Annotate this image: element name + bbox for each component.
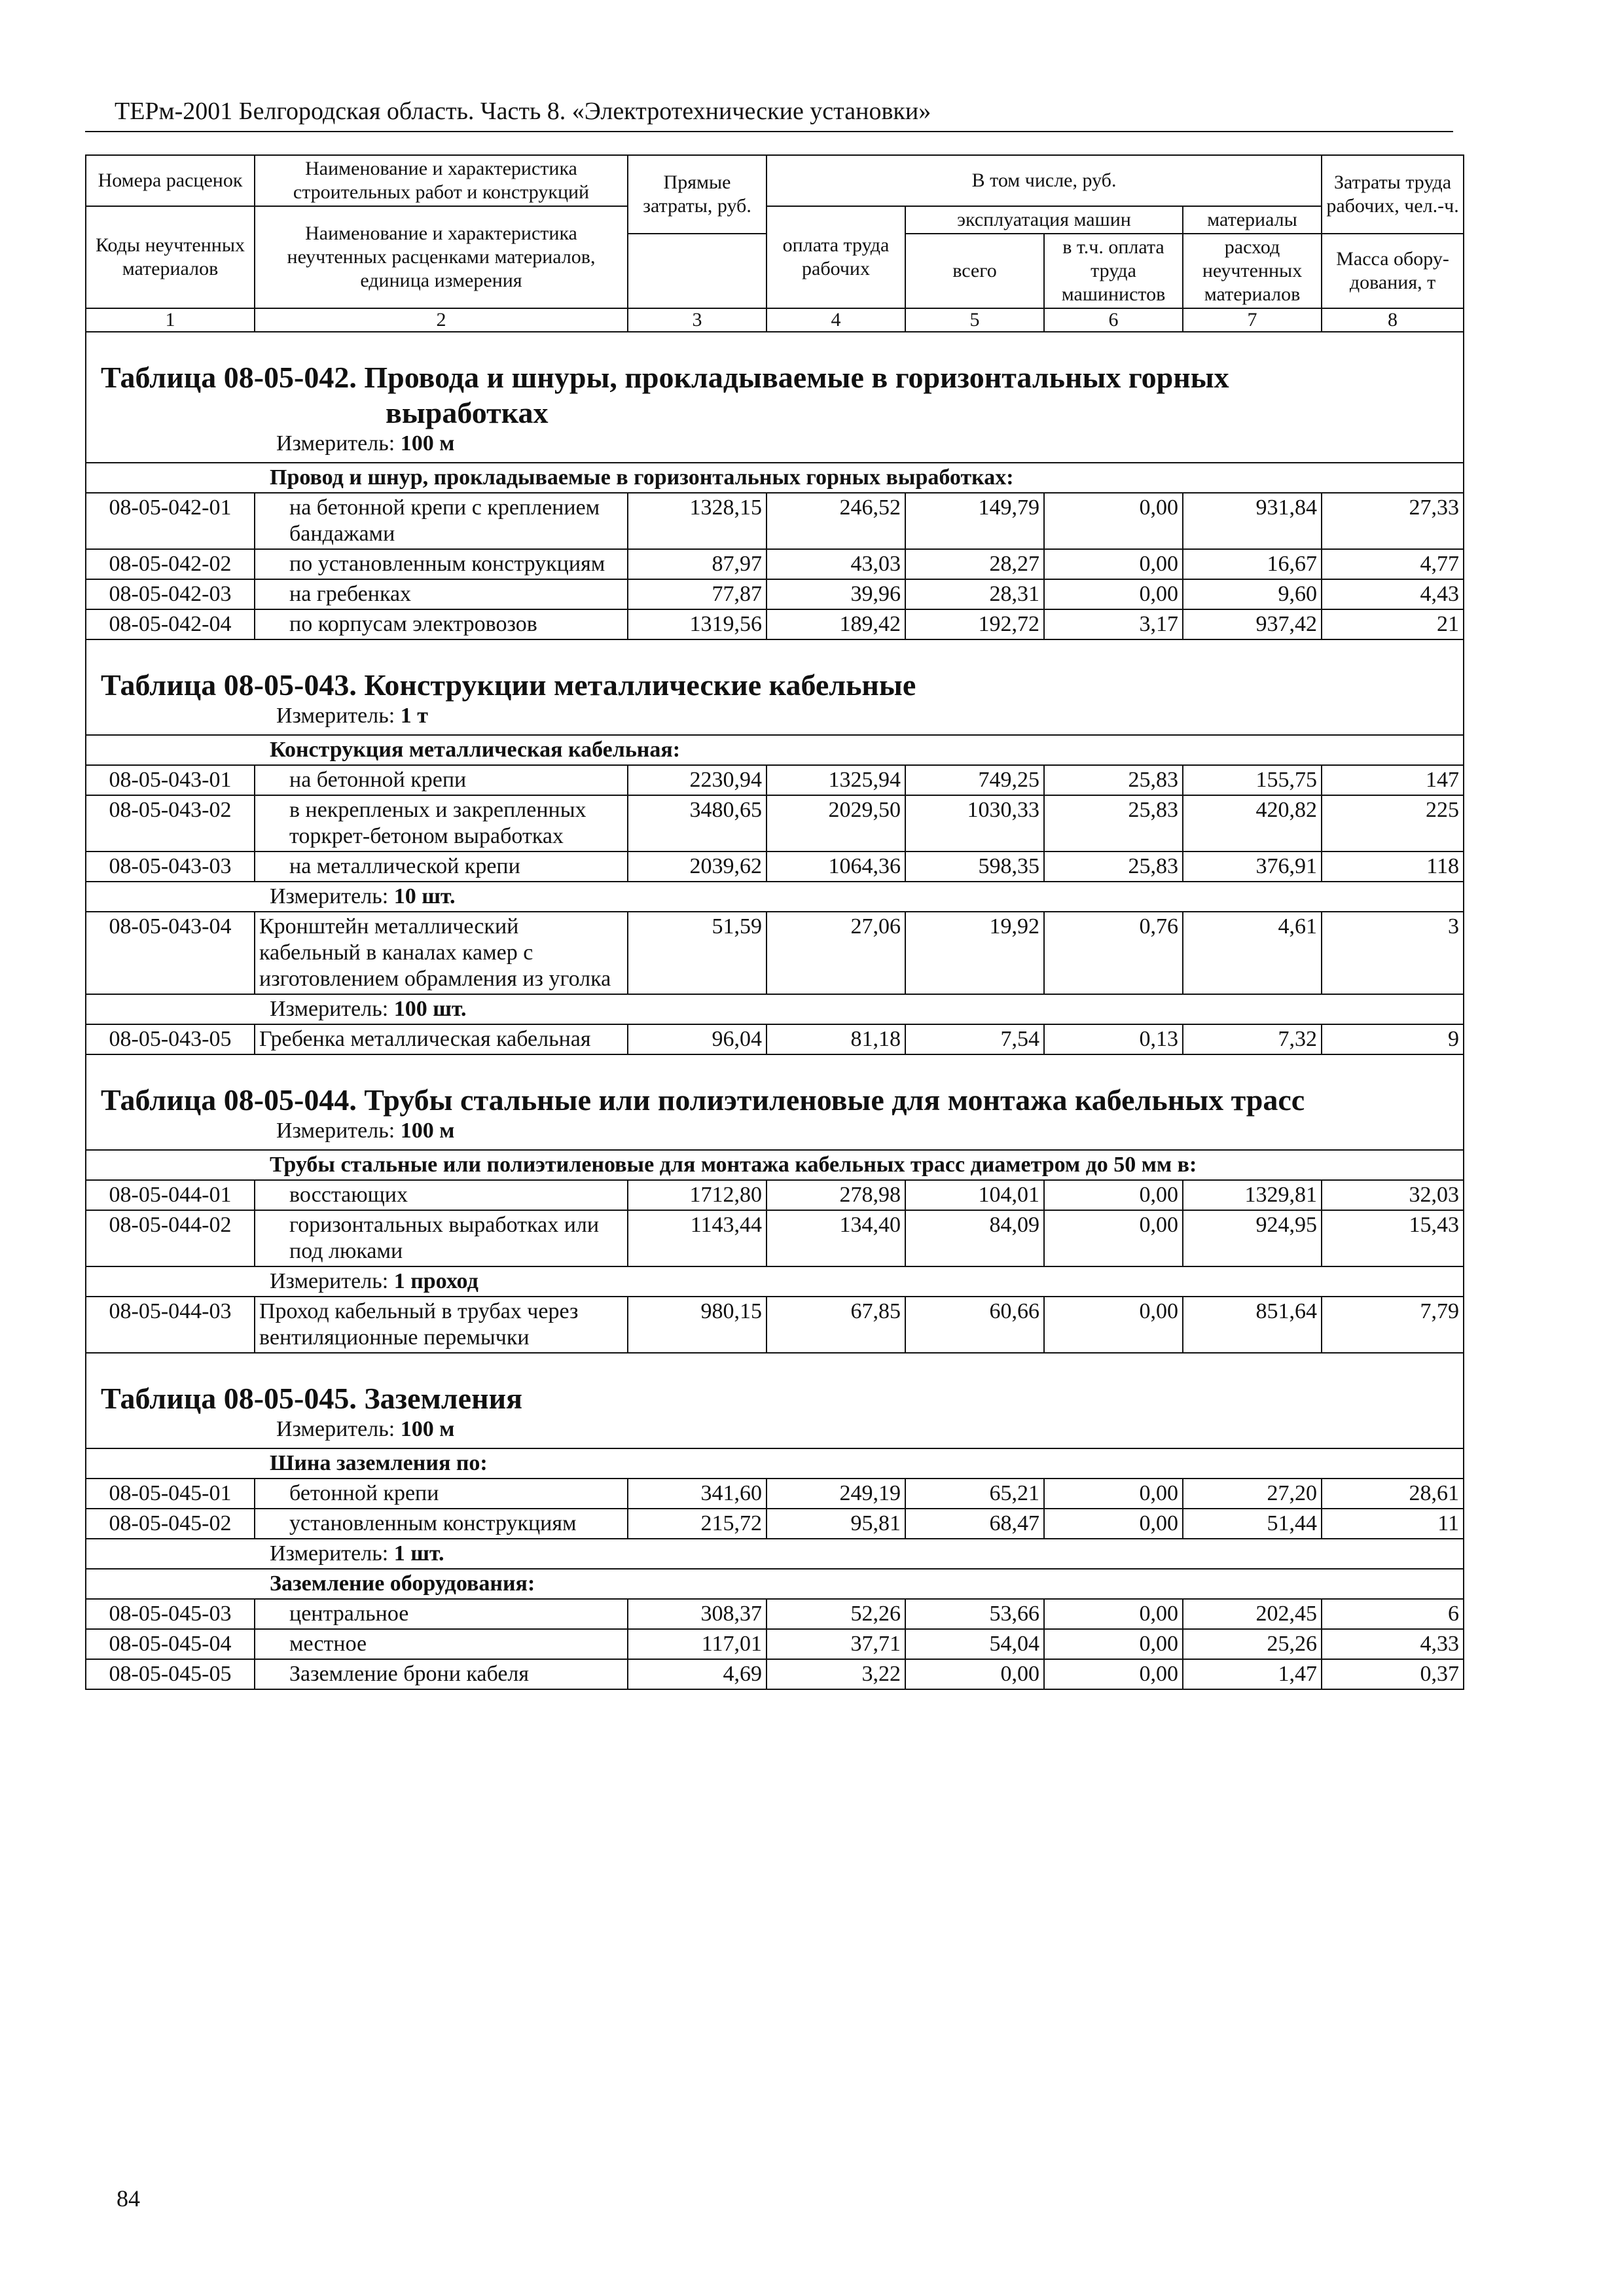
- column-number: 4: [767, 308, 905, 332]
- column-number: 2: [255, 308, 628, 332]
- rate-code: 08-05-045-04: [86, 1629, 255, 1659]
- unit-label: Измеритель:: [270, 1541, 394, 1566]
- value-c8: 27,33: [1322, 493, 1464, 549]
- section-title-line: Таблица 08-05-044. Трубы стальные или полиэтиленовые для монтажа кабельных трасс: [101, 1083, 1305, 1117]
- unit-row: [86, 882, 1464, 912]
- value-c6: 0,00: [1044, 1210, 1183, 1266]
- value-c7: 937,42: [1183, 609, 1322, 639]
- unit-label: Измеритель:: [270, 1269, 394, 1293]
- value-c5: 192,72: [905, 609, 1044, 639]
- value-c4: 81,18: [767, 1024, 905, 1054]
- value-c8: 4,43: [1322, 579, 1464, 609]
- value-c8: 147: [1322, 765, 1464, 795]
- unit-label: Измеритель:: [270, 884, 394, 908]
- value-c3: 215,72: [628, 1509, 767, 1539]
- value-c8: 4,33: [1322, 1629, 1464, 1659]
- value-c3: 308,37: [628, 1599, 767, 1629]
- work-name: центральное: [255, 1599, 628, 1629]
- value-c3: 77,87: [628, 579, 767, 609]
- work-name: установленным конструкциям: [255, 1509, 628, 1539]
- value-c7: 202,45: [1183, 1599, 1322, 1629]
- rate-code: 08-05-043-02: [86, 795, 255, 852]
- value-c7: 155,75: [1183, 765, 1322, 795]
- value-c7: 1329,81: [1183, 1180, 1322, 1210]
- value-c4: 37,71: [767, 1629, 905, 1659]
- value-c4: 134,40: [767, 1210, 905, 1266]
- unit-value: 100 м: [400, 431, 455, 456]
- value-c8: 9: [1322, 1024, 1464, 1054]
- work-name: на металлической крепи: [255, 852, 628, 882]
- rate-code: 08-05-042-02: [86, 549, 255, 579]
- header-equipment-mass: Масса обору-дования, т: [1322, 234, 1464, 308]
- header-row-1: [86, 155, 1464, 206]
- value-c8: 3: [1322, 912, 1464, 994]
- section-title: [101, 668, 1449, 703]
- value-c3: 341,60: [628, 1479, 767, 1509]
- section-title: [101, 1381, 1449, 1416]
- header-in-that: В том числе, руб.: [767, 155, 1322, 206]
- header-operator-pay: в т.ч. оплата труда машинистов: [1044, 234, 1183, 308]
- work-name: местное: [255, 1629, 628, 1659]
- table-row: [86, 1210, 1464, 1266]
- unit-value: 1 проход: [393, 1269, 478, 1293]
- value-c6: 0,00: [1044, 1180, 1183, 1210]
- value-c6: 25,83: [1044, 795, 1183, 852]
- work-name: горизонтальных выработках или под люками: [255, 1210, 628, 1266]
- value-c5: 65,21: [905, 1479, 1044, 1509]
- value-c6: 25,83: [1044, 852, 1183, 882]
- value-c5: 1030,33: [905, 795, 1044, 852]
- value-c5: 149,79: [905, 493, 1044, 549]
- value-c8: 225: [1322, 795, 1464, 852]
- value-c8: 32,03: [1322, 1180, 1464, 1210]
- value-c6: 0,00: [1044, 1509, 1183, 1539]
- table-title-row: [86, 332, 1464, 463]
- work-name: восстающих: [255, 1180, 628, 1210]
- table-title-row: [86, 639, 1464, 735]
- header-materials: материалы: [1183, 206, 1322, 234]
- unit-value: 1 шт.: [393, 1541, 444, 1566]
- work-name: на гребенках: [255, 579, 628, 609]
- table-body: [86, 155, 1464, 1689]
- value-c4: 1064,36: [767, 852, 905, 882]
- unit-of-measure: [86, 882, 1464, 912]
- header-material-codes: Коды неучтенных материалов: [86, 206, 255, 308]
- value-c7: 420,82: [1183, 795, 1322, 852]
- value-c4: 189,42: [767, 609, 905, 639]
- value-c4: 95,81: [767, 1509, 905, 1539]
- value-c7: 924,95: [1183, 1210, 1322, 1266]
- work-name: Проход кабельный в трубах через вентиляционные перемычки: [255, 1297, 628, 1353]
- work-name: на бетонной крепи с креплением бандажами: [255, 493, 628, 549]
- unit-label: Измеритель:: [276, 1119, 401, 1143]
- table-row: [86, 1024, 1464, 1054]
- value-c3: 1143,44: [628, 1210, 767, 1266]
- rate-code: 08-05-045-02: [86, 1509, 255, 1539]
- value-c3: 2230,94: [628, 765, 767, 795]
- unit-of-measure: [101, 1118, 1449, 1144]
- value-c4: 246,52: [767, 493, 905, 549]
- rate-code: 08-05-042-04: [86, 609, 255, 639]
- value-c7: 1,47: [1183, 1659, 1322, 1689]
- value-c5: 749,25: [905, 765, 1044, 795]
- work-name: по корпусам электровозов: [255, 609, 628, 639]
- value-c3: 51,59: [628, 912, 767, 994]
- group-row: [86, 735, 1464, 765]
- value-c5: 53,66: [905, 1599, 1044, 1629]
- value-c7: 16,67: [1183, 549, 1322, 579]
- section-title-line: Таблица 08-05-045. Заземления: [101, 1382, 522, 1415]
- running-header: ТЕРм-2001 Белгородская область. Часть 8. «Электротехнические установки»: [115, 98, 931, 125]
- header-materials-name: Наименование и характеристика неучтенных расценками материалов, единица измерения: [255, 206, 628, 308]
- unit-value: 100 шт.: [393, 997, 467, 1021]
- table-title: [86, 639, 1464, 735]
- value-c3: 1328,15: [628, 493, 767, 549]
- page-number: 84: [117, 2185, 140, 2212]
- rate-code: 08-05-043-01: [86, 765, 255, 795]
- value-c4: 27,06: [767, 912, 905, 994]
- header-direct-costs: Прямые затраты, руб.: [628, 155, 767, 234]
- unit-row: [86, 1266, 1464, 1297]
- table-row: [86, 609, 1464, 639]
- unit-value: 10 шт.: [393, 884, 456, 908]
- group-row: [86, 1448, 1464, 1479]
- unit-label: Измеритель:: [276, 704, 401, 728]
- header-worker-pay: оплата труда рабочих: [767, 206, 905, 308]
- work-name: бетонной крепи: [255, 1479, 628, 1509]
- group-row: [86, 1569, 1464, 1599]
- unit-value: 100 м: [400, 1417, 455, 1441]
- section-title-line: Таблица 08-05-043. Конструкции металлические кабельные: [101, 668, 916, 702]
- value-c3: 87,97: [628, 549, 767, 579]
- value-c6: 0,13: [1044, 1024, 1183, 1054]
- column-number: 1: [86, 308, 255, 332]
- table-row: [86, 1180, 1464, 1210]
- table-title: [86, 1353, 1464, 1448]
- section-title: [101, 1083, 1449, 1118]
- table-row: [86, 1599, 1464, 1629]
- table-row: [86, 1509, 1464, 1539]
- value-c5: 0,00: [905, 1659, 1044, 1689]
- section-title-line: выработках: [386, 396, 549, 429]
- table-row: [86, 1297, 1464, 1353]
- section-title-line: Таблица 08-05-042. Провода и шнуры, прокладываемые в горизонтальных горных: [101, 361, 1229, 394]
- rate-code: 08-05-043-03: [86, 852, 255, 882]
- value-c6: 0,00: [1044, 1297, 1183, 1353]
- value-c6: 0,00: [1044, 1479, 1183, 1509]
- table-title-row: [86, 1054, 1464, 1150]
- value-c5: 84,09: [905, 1210, 1044, 1266]
- value-c8: 15,43: [1322, 1210, 1464, 1266]
- table-row: [86, 1479, 1464, 1509]
- value-c5: 68,47: [905, 1509, 1044, 1539]
- value-c8: 7,79: [1322, 1297, 1464, 1353]
- table-row: [86, 1659, 1464, 1689]
- value-c3: 1712,80: [628, 1180, 767, 1210]
- unit-value: 100 м: [400, 1119, 455, 1143]
- value-c3: 4,69: [628, 1659, 767, 1689]
- unit-of-measure: [101, 1416, 1449, 1443]
- table-title-row: [86, 1353, 1464, 1448]
- value-c4: 43,03: [767, 549, 905, 579]
- table-row: [86, 795, 1464, 852]
- work-name: в некрепленых и закрепленных торкрет-бетоном выработках: [255, 795, 628, 852]
- unit-row: [86, 1539, 1464, 1569]
- table-title: [86, 332, 1464, 463]
- column-number: 5: [905, 308, 1044, 332]
- value-c5: 54,04: [905, 1629, 1044, 1659]
- value-c6: 25,83: [1044, 765, 1183, 795]
- group-heading: Заземление оборудования:: [86, 1569, 1464, 1599]
- table-row: [86, 493, 1464, 549]
- value-c6: 0,00: [1044, 493, 1183, 549]
- rate-code: 08-05-045-05: [86, 1659, 255, 1689]
- rate-code: 08-05-044-03: [86, 1297, 255, 1353]
- work-name: Гребенка металлическая кабельная: [255, 1024, 628, 1054]
- value-c4: 1325,94: [767, 765, 905, 795]
- column-number-row: [86, 308, 1464, 332]
- value-c7: 376,91: [1183, 852, 1322, 882]
- table-row: [86, 549, 1464, 579]
- value-c5: 104,01: [905, 1180, 1044, 1210]
- value-c5: 60,66: [905, 1297, 1044, 1353]
- header-works-name: Наименование и характеристика строительных работ и конструкций: [255, 155, 628, 206]
- table-title: [86, 1054, 1464, 1150]
- value-c6: 0,00: [1044, 549, 1183, 579]
- value-c4: 249,19: [767, 1479, 905, 1509]
- value-c3: 3480,65: [628, 795, 767, 852]
- value-c3: 96,04: [628, 1024, 767, 1054]
- value-c3: 980,15: [628, 1297, 767, 1353]
- value-c7: 931,84: [1183, 493, 1322, 549]
- value-c6: 0,00: [1044, 1599, 1183, 1629]
- value-c8: 0,37: [1322, 1659, 1464, 1689]
- value-c7: 25,26: [1183, 1629, 1322, 1659]
- rate-code: 08-05-043-05: [86, 1024, 255, 1054]
- value-c6: 0,00: [1044, 579, 1183, 609]
- value-c5: 598,35: [905, 852, 1044, 882]
- rate-code: 08-05-045-03: [86, 1599, 255, 1629]
- table-row: [86, 852, 1464, 882]
- group-row: [86, 463, 1464, 493]
- value-c5: 28,31: [905, 579, 1044, 609]
- unit-of-measure: [101, 703, 1449, 729]
- header-labor-costs: Затраты труда рабочих, чел.-ч.: [1322, 155, 1464, 234]
- unit-of-measure: [86, 1539, 1464, 1569]
- value-c8: 11: [1322, 1509, 1464, 1539]
- value-c6: 0,76: [1044, 912, 1183, 994]
- rate-code: 08-05-043-04: [86, 912, 255, 994]
- table-row: [86, 579, 1464, 609]
- column-number: 8: [1322, 308, 1464, 332]
- rate-code: 08-05-042-01: [86, 493, 255, 549]
- value-c4: 67,85: [767, 1297, 905, 1353]
- column-number: 7: [1183, 308, 1322, 332]
- value-c8: 4,77: [1322, 549, 1464, 579]
- value-c8: 118: [1322, 852, 1464, 882]
- value-c3: 2039,62: [628, 852, 767, 882]
- header-rate-numbers: Номера расценок: [86, 155, 255, 206]
- table-row: [86, 912, 1464, 994]
- value-c4: 3,22: [767, 1659, 905, 1689]
- value-c7: 851,64: [1183, 1297, 1322, 1353]
- header-machine-operation: эксплуатация машин: [905, 206, 1183, 234]
- header-unaccounted-materials: расход неучтенных материалов: [1183, 234, 1322, 308]
- rate-code: 08-05-045-01: [86, 1479, 255, 1509]
- unit-label: Измеритель:: [276, 431, 401, 456]
- value-c6: 0,00: [1044, 1659, 1183, 1689]
- section-title: [101, 360, 1449, 431]
- value-c4: 278,98: [767, 1180, 905, 1210]
- work-name: Кронштейн металлический кабельный в каналах камер с изготовлением обрамления из уголка: [255, 912, 628, 994]
- group-heading: Шина заземления по:: [86, 1448, 1464, 1479]
- value-c7: 27,20: [1183, 1479, 1322, 1509]
- rate-code: 08-05-044-01: [86, 1180, 255, 1210]
- group-heading: Провод и шнур, прокладываемые в горизонтальных горных выработках:: [86, 463, 1464, 493]
- unit-of-measure: [86, 1266, 1464, 1297]
- value-c3: 117,01: [628, 1629, 767, 1659]
- unit-of-measure: [86, 994, 1464, 1024]
- header-machines-total: всего: [905, 234, 1044, 308]
- group-row: [86, 1150, 1464, 1180]
- value-c4: 2029,50: [767, 795, 905, 852]
- value-c4: 39,96: [767, 579, 905, 609]
- work-name: Заземление брони кабеля: [255, 1659, 628, 1689]
- unit-value: 1 т: [400, 704, 428, 728]
- value-c8: 6: [1322, 1599, 1464, 1629]
- header-row-2: [86, 206, 1464, 234]
- work-name: по установленным конструкциям: [255, 549, 628, 579]
- value-c7: 7,32: [1183, 1024, 1322, 1054]
- value-c6: 0,00: [1044, 1629, 1183, 1659]
- value-c8: 21: [1322, 609, 1464, 639]
- value-c5: 28,27: [905, 549, 1044, 579]
- work-name: на бетонной крепи: [255, 765, 628, 795]
- unit-label: Измеритель:: [276, 1417, 401, 1441]
- column-number: 6: [1044, 308, 1183, 332]
- rate-code: 08-05-044-02: [86, 1210, 255, 1266]
- rate-code: 08-05-042-03: [86, 579, 255, 609]
- group-heading: Трубы стальные или полиэтиленовые для монтажа кабельных трасс диаметром до 50 мм в:: [86, 1150, 1464, 1180]
- value-c5: 19,92: [905, 912, 1044, 994]
- value-c5: 7,54: [905, 1024, 1044, 1054]
- table-row: [86, 1629, 1464, 1659]
- unit-row: [86, 994, 1464, 1024]
- value-c6: 3,17: [1044, 609, 1183, 639]
- value-c4: 52,26: [767, 1599, 905, 1629]
- header-rule: [85, 131, 1453, 132]
- unit-of-measure: [101, 431, 1449, 457]
- value-c8: 28,61: [1322, 1479, 1464, 1509]
- value-c7: 9,60: [1183, 579, 1322, 609]
- group-heading: Конструкция металлическая кабельная:: [86, 735, 1464, 765]
- rates-table: [85, 154, 1464, 1690]
- value-c3: 1319,56: [628, 609, 767, 639]
- unit-label: Измеритель:: [270, 997, 394, 1021]
- column-number: 3: [628, 308, 767, 332]
- table-row: [86, 765, 1464, 795]
- value-c7: 51,44: [1183, 1509, 1322, 1539]
- value-c7: 4,61: [1183, 912, 1322, 994]
